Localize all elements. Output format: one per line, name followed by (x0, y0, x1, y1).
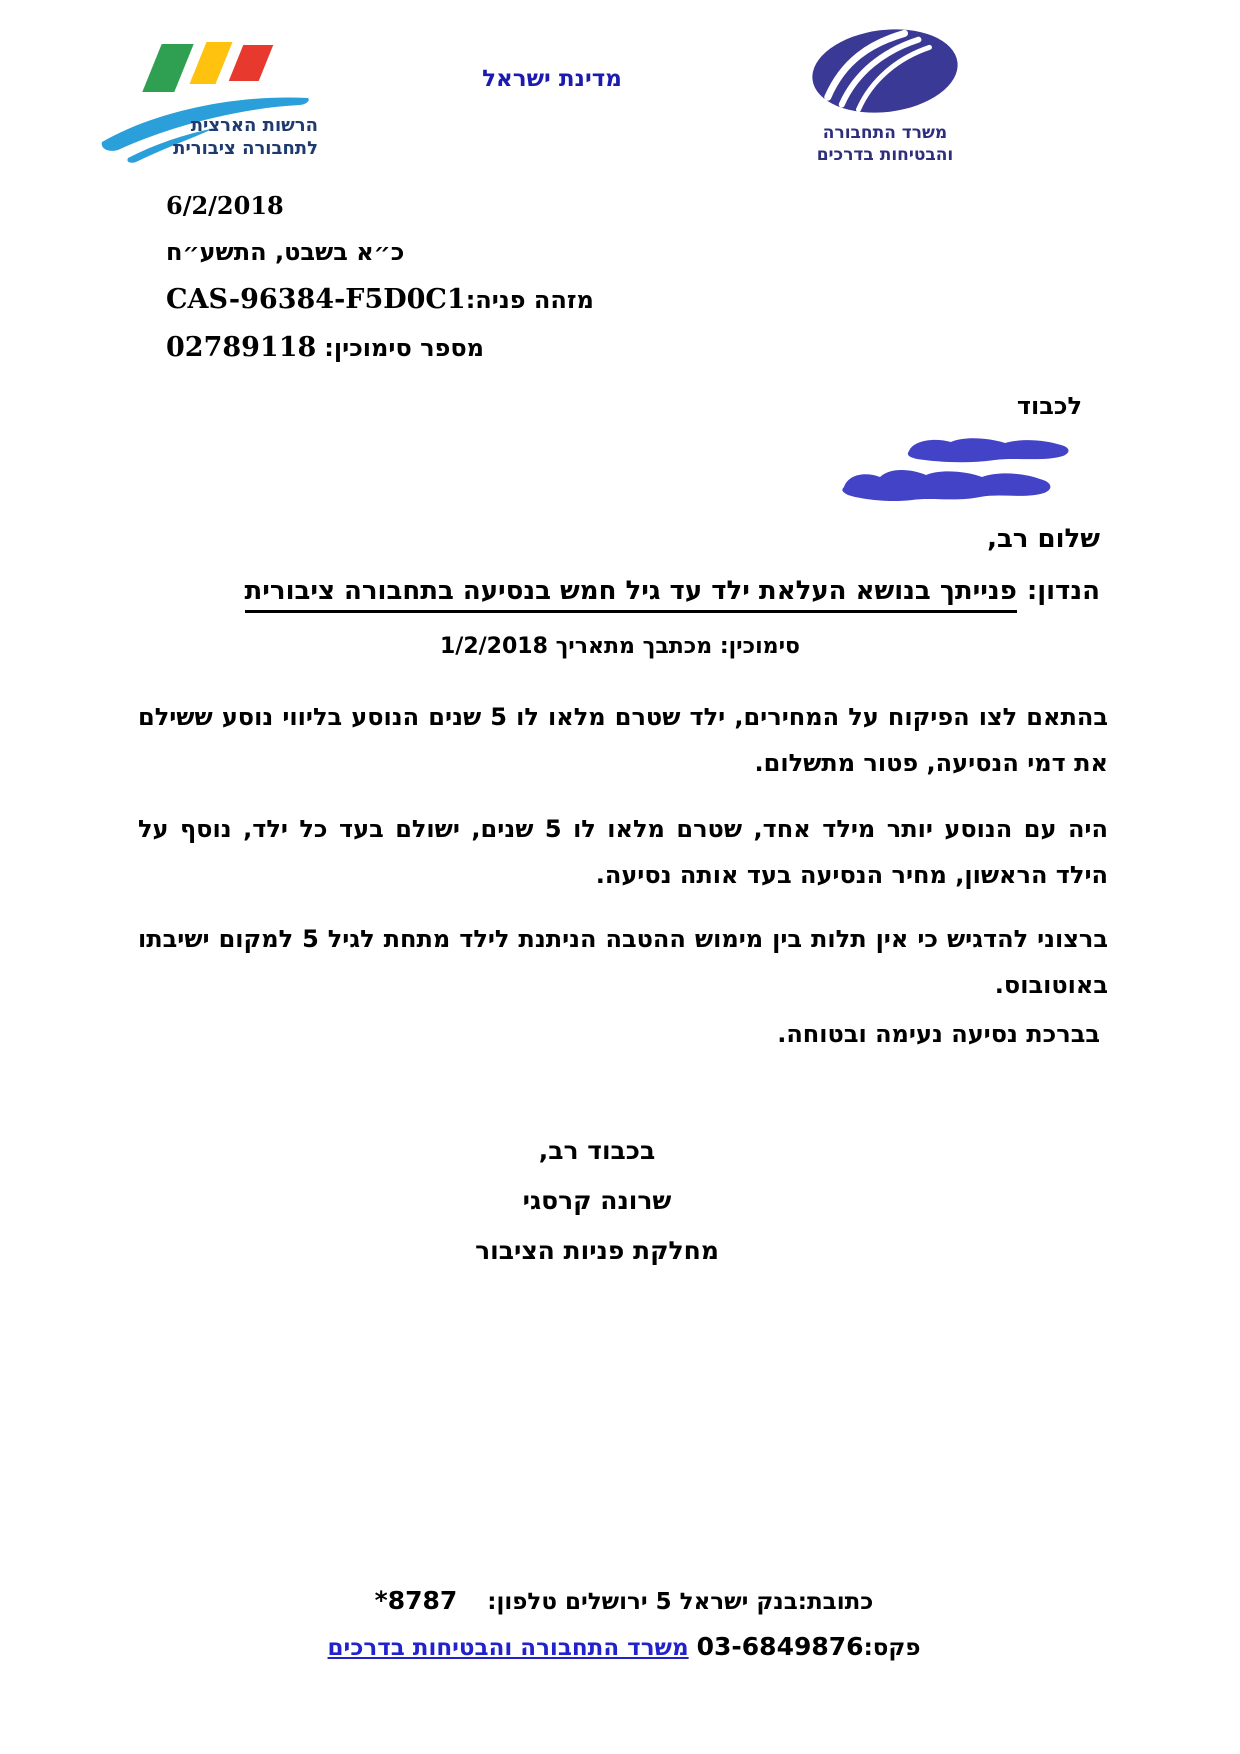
reference-number-line (166, 324, 594, 372)
reference-number-label: מספר סימוכין: (324, 334, 485, 362)
paragraph-3: ברצוני להדגיש כי אין תלות בין מימוש ההטבה הניתנת לילד מתחת לגיל 5 למקום ישיבתו באוטובוס. (138, 925, 1109, 999)
npta-logo-line2: לתחבורה ציבורית (173, 138, 318, 159)
subject-line (245, 576, 1101, 606)
date-hebrew: כ״א בשבט, התשע״ח (166, 238, 405, 266)
date-gregorian: 6/2/2018 (166, 191, 284, 220)
signature-salutation: בכבוד רב, (538, 1136, 656, 1165)
recipient-label: לכבוד (1016, 392, 1082, 420)
incoming-reference-line: סימוכין: מכתבך מתאריך 1/2/2018 (439, 634, 801, 659)
fax-label: פקס: (863, 1635, 921, 1661)
npta-yellow-shape (190, 42, 233, 84)
case-id-label: מזהה פניה: (465, 286, 594, 314)
npta-logo-line1: הרשות הארצית (190, 115, 318, 136)
signature-name: שרונה קרסגי (522, 1186, 672, 1215)
npta-red-shape (229, 45, 274, 81)
mot-logo-line2: והבטיחות בדרכים (816, 145, 954, 165)
reference-number-value: 02789118 (166, 332, 317, 363)
address-label: כתובת: (797, 1589, 874, 1615)
ministry-website-link[interactable]: משרד התחבורה והבטיחות בדרכים (327, 1635, 689, 1661)
footer-fax-line (0, 1632, 1240, 1661)
address-value: בנק ישראל 5 ירושלים (564, 1589, 798, 1615)
redacted-recipient-line-2 (840, 463, 1058, 505)
subject-label: הנדון: (1026, 576, 1100, 606)
state-of-israel-title: מדינת ישראל (482, 66, 622, 92)
npta-logo (100, 38, 320, 168)
redacted-recipient-line-1 (903, 433, 1075, 467)
phone-value: *8787 (374, 1586, 458, 1615)
mot-logo (795, 26, 975, 166)
paragraph-1: בהתאם לצו הפיקוח על המחירים, ילד שטרם מלאו לו 5 שנים הנוסע בליווי נוסע ששילם את דמי הנסיעה, פטור מתשלום. (138, 703, 1108, 777)
case-id-line (166, 276, 594, 324)
paragraph-2: היה עם הנוסע יותר מילד אחד, שטרם מלאו לו 5 שנים, ישולם בעד כל ילד, נוסף על הילד הראשון, מחיר הנסיעה בעד אותה נסיעה. (138, 815, 1108, 889)
greeting: שלום רב, (987, 524, 1100, 554)
mot-logo-icon (809, 26, 961, 116)
closing-wish: בברכת נסיעה נעימה ובטוחה. (777, 1020, 1100, 1048)
signature-department: מחלקת פניות הציבור (475, 1236, 719, 1265)
mot-logo-line1: משרד התחבורה (822, 123, 948, 143)
footer-address-line (0, 1586, 1240, 1615)
meta-block (166, 182, 594, 372)
case-id-value: CAS-96384-F5D0C1 (166, 284, 466, 315)
npta-logo-text (173, 114, 318, 160)
subject-text: פנייתך בנושא העלאת ילד עד גיל חמש בנסיעה בתחבורה ציבורית (245, 576, 1017, 613)
mot-logo-text (795, 122, 975, 166)
signature-block (0, 1126, 1194, 1276)
fax-value: 03-6849876 (696, 1632, 864, 1661)
phone-label: טלפון: (487, 1589, 557, 1615)
